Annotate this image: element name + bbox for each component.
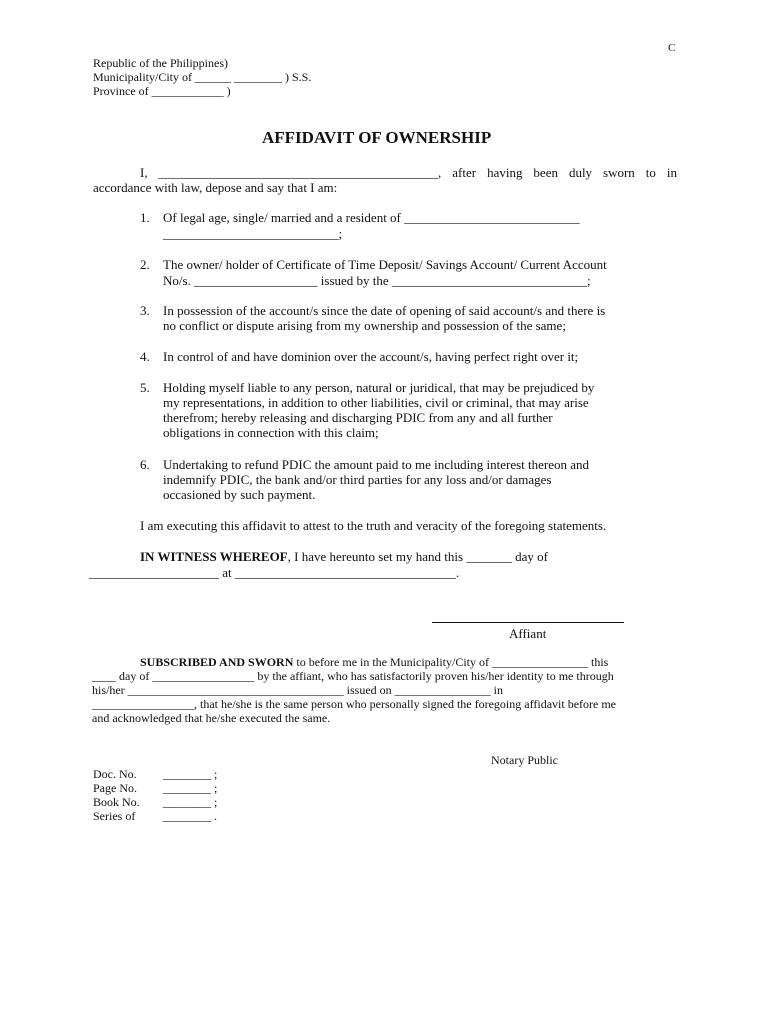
item-number: 4. [140, 349, 150, 364]
witness-heading: IN WITNESS WHEREOF [140, 549, 288, 564]
witness-line-2: ____________________ at __________________________________. [89, 565, 460, 580]
item-line: no conflict or dispute arising from my ownership and possession of the same; [163, 318, 566, 333]
subscribed-rest: to before me in the Municipality/City of ________________ this [293, 655, 609, 669]
item-line: In control of and have dominion over the account/s, having perfect right over it; [163, 349, 579, 364]
affiant-signature-line [432, 622, 624, 623]
intro-line-2: accordance with law, depose and say that I am: [93, 180, 338, 195]
doc-field-value: ________ ; [163, 781, 218, 795]
executing-statement: I am executing this affidavit to attest to the truth and veracity of the foregoing statements. [140, 518, 607, 533]
subscribed-line-2: ____ day of _________________ by the affiant, who has satisfactorily proven his/her identity to me through [92, 669, 614, 683]
item-line: Of legal age, single/ married and a resident of ___________________________ [163, 210, 580, 225]
subscribed-line-4: _________________, that he/she is the same person who personally signed the foregoing affidavit before me [92, 697, 616, 711]
affiant-label: Affiant [509, 626, 547, 641]
item-line: obligations in connection with this claim; [163, 425, 379, 440]
item-line: Undertaking to refund PDIC the amount paid to me including interest thereon and [163, 457, 590, 472]
item-number: 6. [140, 457, 150, 472]
subscribed-heading: SUBSCRIBED AND SWORN [140, 655, 294, 669]
item-number: 2. [140, 257, 150, 272]
document-title: AFFIDAVIT OF OWNERSHIP [262, 128, 492, 147]
item-line: Holding myself liable to any person, natural or juridical, that may be prejudiced by [163, 380, 595, 395]
item-line: ___________________________; [163, 226, 343, 241]
header-province: Province of ____________ ) [93, 84, 231, 98]
item-line: No/s. ___________________ issued by the ______________________________; [163, 273, 591, 288]
doc-field-label: Page No. [93, 781, 137, 795]
subscribed-line-3: his/her ____________________________________ issued on ________________ in [92, 683, 503, 697]
item-number: 1. [140, 210, 150, 225]
corner-mark: C [668, 42, 676, 54]
item-line: therefrom; hereby releasing and discharging PDIC from any and all further [163, 410, 553, 425]
subscribed-line-5: and acknowledged that he/she executed the same. [92, 711, 331, 725]
doc-field-value: ________ ; [163, 795, 218, 809]
header-municipality: Municipality/City of ______ ________ ) S.S. [93, 70, 312, 84]
item-line: indemnify PDIC, the bank and/or third parties for any loss and/or damages [163, 472, 552, 487]
item-number: 3. [140, 303, 150, 318]
item-line: occasioned by such payment. [163, 487, 316, 502]
witness-line-1 [140, 549, 548, 564]
header-republic: Republic of the Philippines) [93, 56, 228, 70]
notary-public-label: Notary Public [491, 753, 558, 767]
doc-field-value: ________ . [163, 809, 217, 823]
subscribed-line-1 [140, 655, 608, 669]
witness-rest: , I have hereunto set my hand this _______ day of [287, 549, 548, 564]
item-number: 5. [140, 380, 150, 395]
doc-field-value: ________ ; [163, 767, 218, 781]
doc-field-label: Series of [93, 809, 136, 823]
intro-line-1: I, ___________________________________________, after having been duly sworn to in [140, 165, 677, 180]
item-line: my representations, in addition to other liabilities, civil or criminal, that may arise [163, 395, 589, 410]
item-line: The owner/ holder of Certificate of Time Deposit/ Savings Account/ Current Account [163, 257, 607, 272]
doc-field-label: Doc. No. [93, 767, 137, 781]
doc-field-label: Book No. [93, 795, 140, 809]
item-line: In possession of the account/s since the date of opening of said account/s and there is [163, 303, 606, 318]
